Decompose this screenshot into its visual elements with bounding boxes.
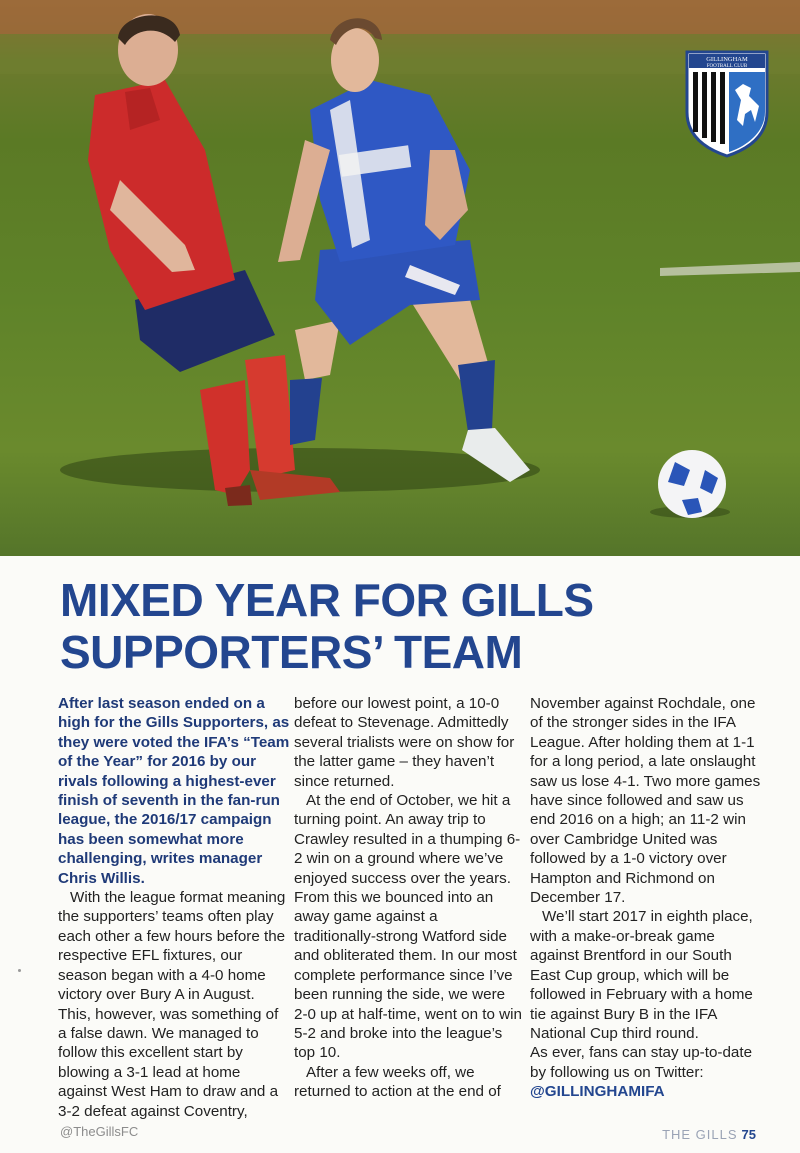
article-column-1 xyxy=(58,694,290,1121)
football xyxy=(658,450,726,518)
article-intro: After last season ended on a high for the Gills Supporters, as they were voted the IFA’s “Team of the Year” for 2016 by our rivals following a highest-ever finish of seventh in the fan-run league, the 2016/17 campaign has been somewhat more challenging, writes manager Chris Willis. xyxy=(58,695,290,887)
article-paragraph: After a few weeks off, we returned to action at the end of xyxy=(294,1063,501,1101)
gillingham-crest-logo xyxy=(685,50,769,158)
print-speck xyxy=(18,969,21,972)
match-photo xyxy=(0,0,800,556)
footer-social-handle: @TheGillsFC xyxy=(60,1124,139,1139)
svg-text:GILLINGHAM: GILLINGHAM xyxy=(706,56,748,63)
article-headline xyxy=(60,574,760,678)
footer-section-name: THE GILLS xyxy=(662,1127,738,1142)
article-paragraph: before our lowest point, a 10-0 defeat to Stevenage. Admittedly several trialists were on show for the latter game – they haven’t since returned. xyxy=(294,695,515,790)
blue-kit-player xyxy=(278,18,530,482)
article-paragraph: With the league format meaning the supporters’ teams often play each other a few hours before the respective EFL fixtures, our season began with a 4-0 home victory over Bury A in August. This, however, was something of a false dawn. We managed to follow this excellent start by blowing a 3-1 lead at home against West Ham to draw and a 3-2 defeat against Coventry, xyxy=(58,889,286,1120)
article-paragraph: At the end of October, we hit a turning point. An away trip to Crawley resulted in a thumping 6-2 win on a ground where we’ve enjoyed success over the years. From this we bounced into an away game against a traditionally-strong Watford side and obliterated them. In our most complete performance since I’ve been running the side, we were 2-0 up at half-time, went on to win 5-2 and broke into the league’s top 10. xyxy=(294,792,522,1062)
footer-folio xyxy=(662,1127,756,1142)
article-column-2 xyxy=(294,694,522,1102)
headline-line-2: SUPPORTERS’ TEAM xyxy=(60,626,523,678)
headline-line-1: MIXED YEAR FOR GILLS xyxy=(60,574,594,626)
article-paragraph: As ever, fans can stay up-to-date by following us on Twitter: xyxy=(530,1044,753,1081)
article-column-3 xyxy=(530,694,766,1102)
page-number: 75 xyxy=(741,1127,756,1142)
article-paragraph: November against Rochdale, one of the stronger sides in the IFA League. After holding them at 1-1 for a long period, a late onslaught saw us lose 4-1. Two more games have since followed and saw us end 2016 on a high; an 11-2 win over Cambridge United was followed by a 1-0 victory over Hampton and Richmond on December 17. xyxy=(530,695,761,907)
article-paragraph: We’ll start 2017 in eighth place, with a make-or-break game against Brentford in our South East Cup group, which will be followed in February with a home tie against Bury B in the IFA National Cup third round. xyxy=(530,908,753,1042)
football-scene-illustration xyxy=(0,0,800,556)
svg-text:FOOTBALL CLUB: FOOTBALL CLUB xyxy=(706,64,748,69)
twitter-handle-link[interactable]: @GILLINGHAMIFA xyxy=(530,1083,665,1101)
